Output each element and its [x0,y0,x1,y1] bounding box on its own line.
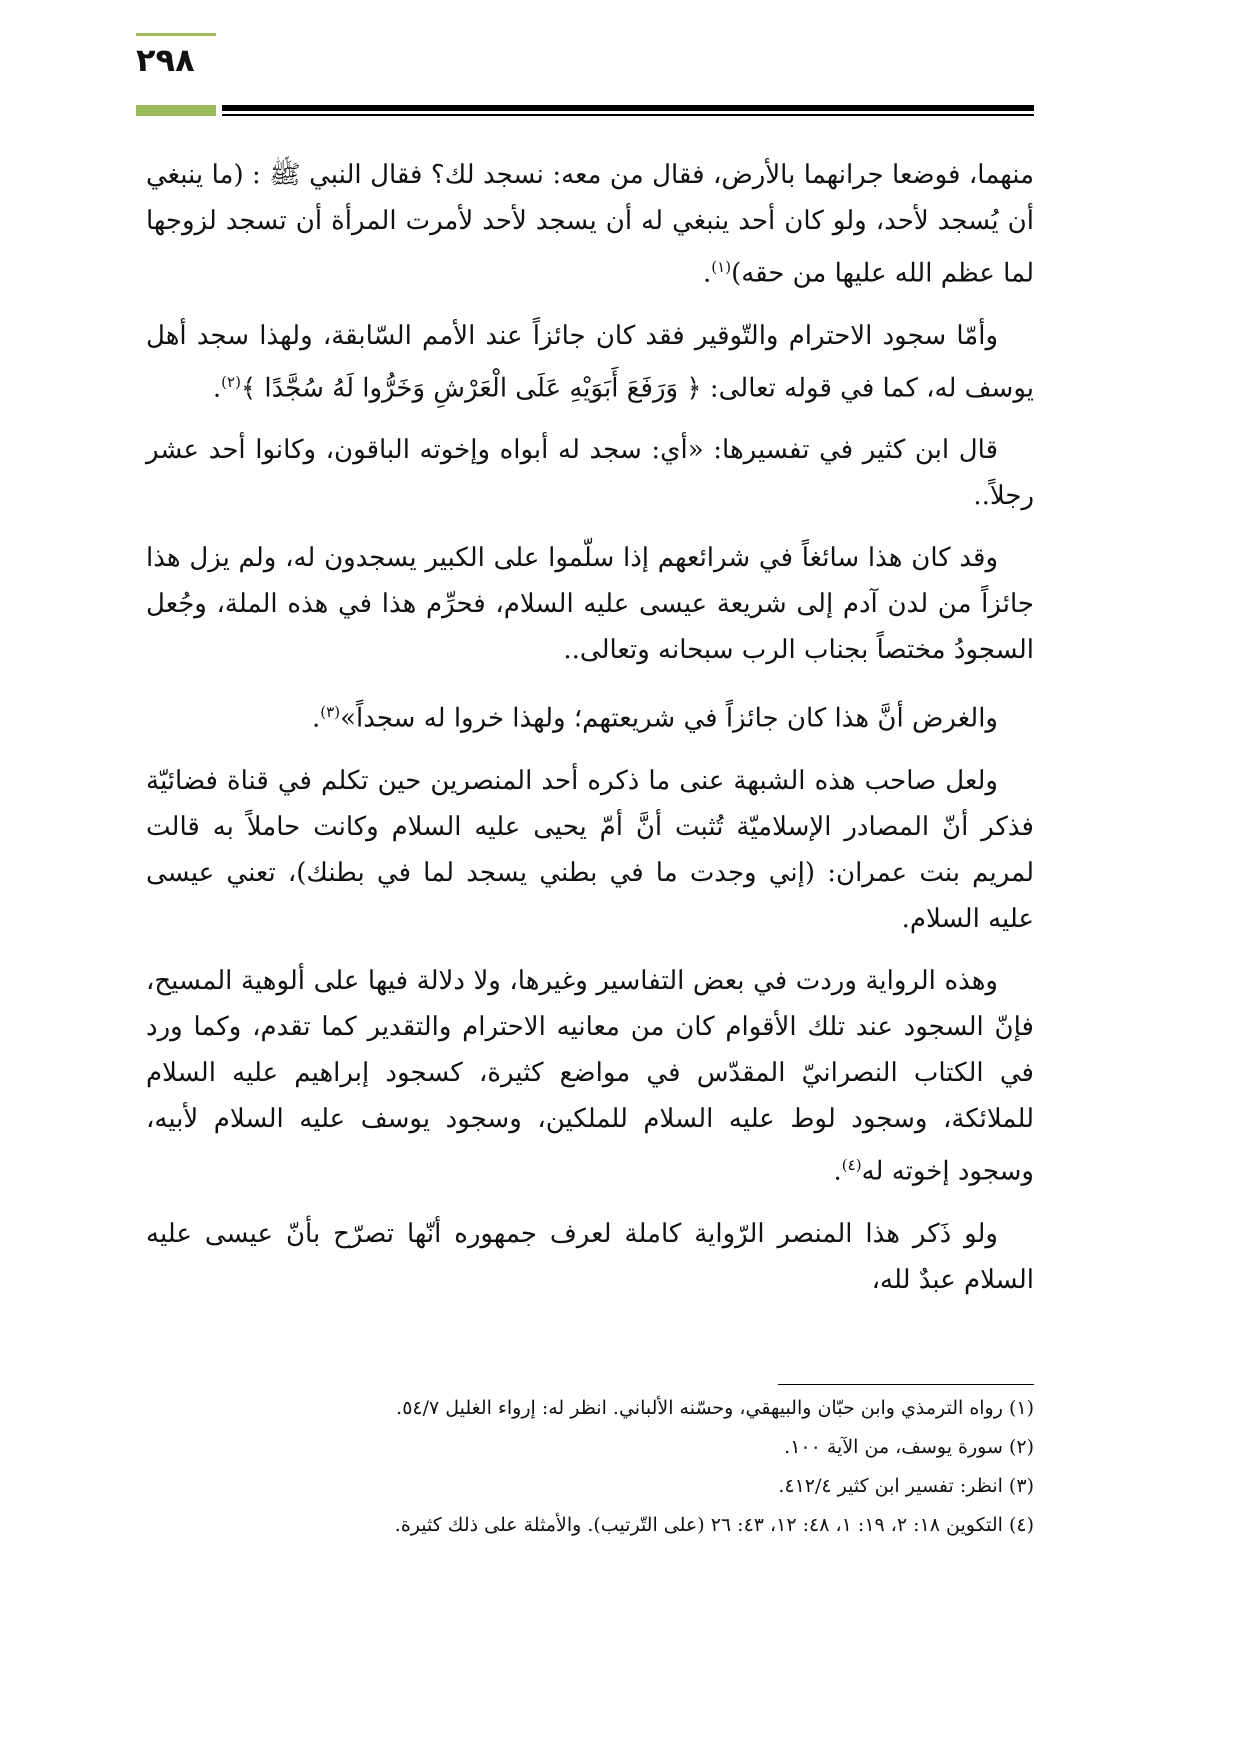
page-number: ٢٩٨ [136,41,195,79]
footnote-ref-4: (٤) [841,1155,862,1174]
punctuation: . [312,703,321,734]
footnote-ref-2: (٢) [221,372,241,391]
paragraph-6 [146,758,1034,942]
paragraph-text: وقد كان هذا سائغاً في شرائعهم إذا سلّموا على الكبير يسجدون له، ولم يزل هذا جائزاً من لدن آدم إلى شريعة عيسى عليه السلام، فحرِّم هذا في هذه الملة، وجُعل السجودُ مختصاً بجناب الرب سبحانه وتعالى.. [146,543,1034,666]
paragraph-text: وأمّا سجود الاحترام والتّوقير فقد كان جائزاً عند الأمم السّابقة، ولهذا سجد أهل يوسف له، كما في قوله تعالى: [146,320,1034,404]
paragraph-4 [146,535,1034,673]
footnote-separator [778,1384,1034,1385]
footnote-4: (٤) التكوين ١٨: ٢، ١٩: ١، ٤٨: ١٢، ٤٣: ٢٦ (على التّرتيب). والأمثلة على ذلك كثيرة. [394,1514,1034,1536]
paragraph-7 [146,958,1034,1195]
paragraph-text: قال ابن كثير في تفسيرها: «أي: سجد له أبواه وإخوته الباقون، وكانوا أحد عشر رجلاً.. [146,435,1034,512]
punctuation: . [833,1156,842,1187]
paragraph-text: ولعل صاحب هذه الشبهة عنى ما ذكره أحد المنصرين حين تكلم في قناة فضائيّة فذكر أنّ المصادر الإسلاميّة تُثبت أنَّ أمّ يحيى عليه السلام وكانت حاملاً به قالت لمريم بنت عمران: (إني وجدت ما في بطني يسجد لما في بطنك)، تعني عيسى عليه السلام. [146,765,1034,934]
paragraph-text: منهما، فوضعا جرانهما بالأرض، فقال من معه: نسجد لك؟ فقال النبي ﷺ : (ما ينبغي أن يُسجد لأحد، ولو كان أحد ينبغي له أن يسجد لأحد لأمرت المرأة أن تسجد لزوجها لما عظم الله عليها من حقه) [146,160,1034,289]
footnote-2: (٢) سورة يوسف، من الآية ١٠٠. [784,1436,1034,1458]
footnote-1: (١) رواه الترمذي وابن حبّان والبيهقي، وحسّنه الألباني. انظر له: إرواء الغليل ٥٤/٧. [396,1397,1034,1419]
footnote-ref-1: (١) [711,258,732,276]
header-rule-thin [222,114,1034,116]
header-accent-line [136,33,216,36]
paragraph-3 [146,427,1034,519]
paragraph-text: والغرض أنَّ هذا كان جائزاً في شريعتهم؛ ولهذا خروا له سجداً» [340,703,998,734]
paragraph-8 [146,1211,1034,1303]
header-rule-thick [222,105,1034,111]
footnote-3: (٣) انظر: تفسير ابن كثير ٤١٢/٤. [778,1475,1034,1497]
punctuation: . [212,373,222,404]
header-green-bar [136,105,216,116]
paragraph-5 [146,689,1034,742]
footnotes [146,1396,1034,1552]
punctuation: . [703,258,712,289]
paragraph-1 [146,152,1034,297]
footnote-ref-3: (٣) [320,703,341,722]
main-text [146,152,1034,1319]
paragraph-text: وهذه الرواية وردت في بعض التفاسير وغيرها، ولا دلالة فيها على ألوهية المسيح، فإنّ السجود عند تلك الأقوام كان من معانيه الاحترام والتقدير كما تقدم، وكما ورد في الكتاب النصرانيّ المقدّس في مواضع كثيرة، كسجود إبراهيم عليه السلام للملائكة، وسجود لوط عليه السلام للملكين، وسجود يوسف عليه السلام لأبيه، وسجود إخوته له [146,965,1034,1187]
paragraph-text: ولو ذَكر هذا المنصر الرّواية كاملة لعرف جمهوره أنّها تصرّح بأنّ عيسى عليه السلام عبدٌ لله، [146,1218,1034,1295]
quran-verse: ﴿ وَرَفَعَ أَبَوَيْهِ عَلَى الْعَرْشِ وَخَرُّوا لَهُ سُجَّدًا ﴾ [240,373,702,404]
paragraph-2 [146,313,1034,412]
